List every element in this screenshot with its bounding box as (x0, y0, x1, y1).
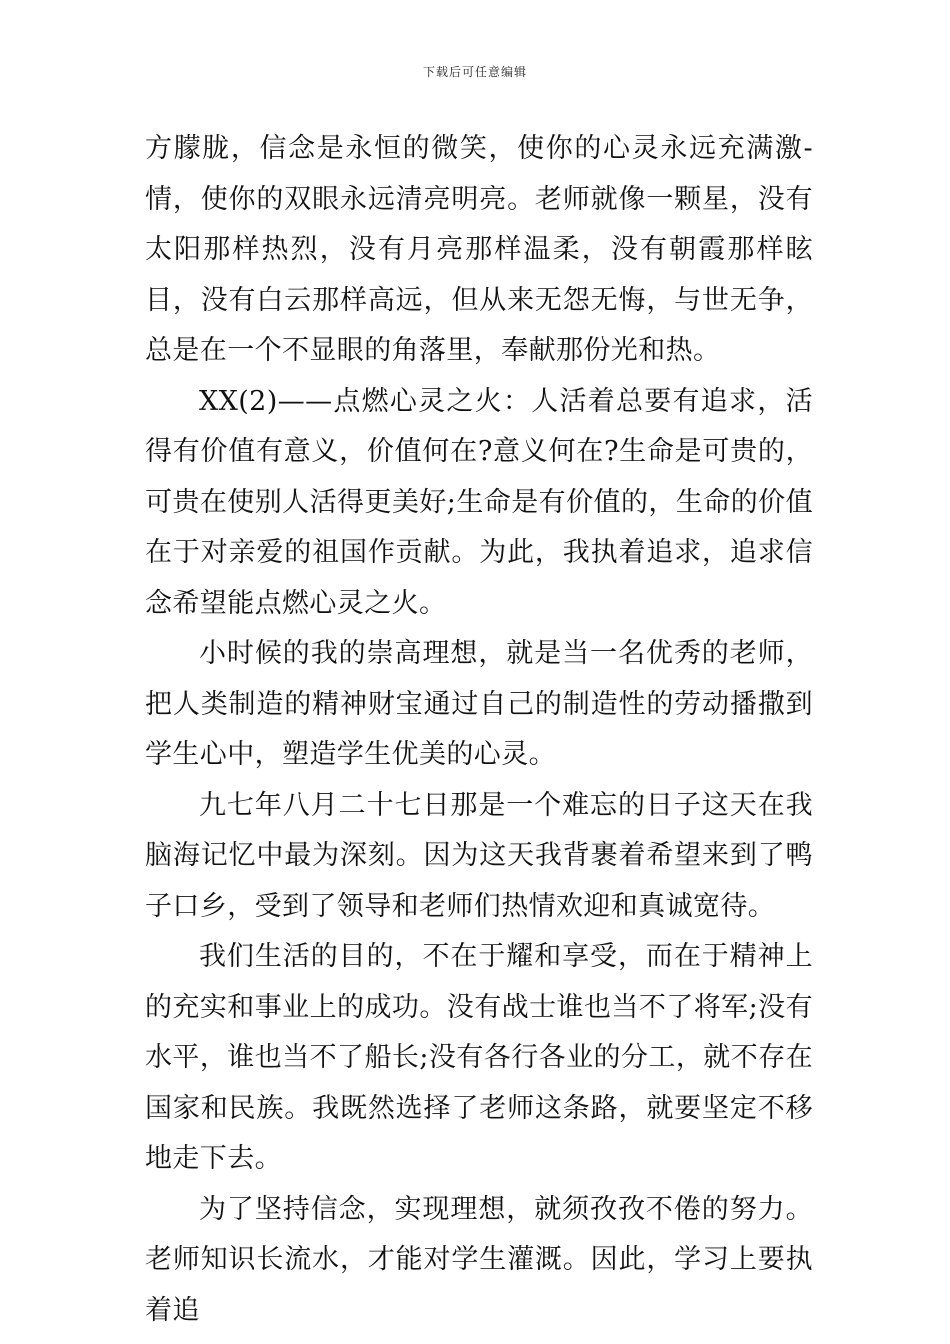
paragraph-persistence: 为了坚持信念，实现理想，就须孜孜不倦的努力。老师知识长流水，才能对学生灌溉。因此，学习上要执着追 (145, 1193, 813, 1326)
paragraph-ignite-heart: XX(2)——点燃心灵之火：人活着总要有追求，活得有价值有意义，价值何在?意义何在?生命是可贵的，可贵在使别人活得更美好;生命是有价值的，生命的价值在于对亲爱的祖国作贡献。为此，我执着追求，追求信念希望能点燃心灵之火。 (145, 385, 813, 619)
page-header: 下载后可任意编辑 (422, 65, 527, 79)
paragraph-memorable-day: 九七年八月二十七日那是一个难忘的日子这天在我脑海记忆中最为深刻。因为这天我背裹着希望来到了鸭子口乡，受到了领导和老师们热情欢迎和真诚宽待。 (145, 789, 813, 922)
paragraph-continued: 方朦胧，信念是永恒的微笑，使你的心灵永远充满激-情，使你的双眼永远清亮明亮。老师就像一颗星，没有太阳那样热烈，没有月亮那样温柔，没有朝霞那样眩目，没有白云那样高远，但从来无怨无悔，与世无争，总是在一个不显眼的角落里，奉献那份光和热。 (145, 133, 813, 366)
document-body (145, 124, 813, 1336)
paragraph-life-purpose: 我们生活的目的，不在于耀和享受，而在于精神上的充实和事业上的成功。没有战士谁也当不了将军;没有水平，谁也当不了船长;没有各行各业的分工，就不存在国家和民族。我既然选择了老师这条路，就要坚定不移地走下去。 (145, 941, 813, 1174)
paragraph-childhood-ideal: 小时候的我的崇高理想，就是当一名优秀的老师，把人类制造的精神财宝通过自己的制造性的劳动播撒到学生心中，塑造学生优美的心灵。 (145, 638, 813, 770)
